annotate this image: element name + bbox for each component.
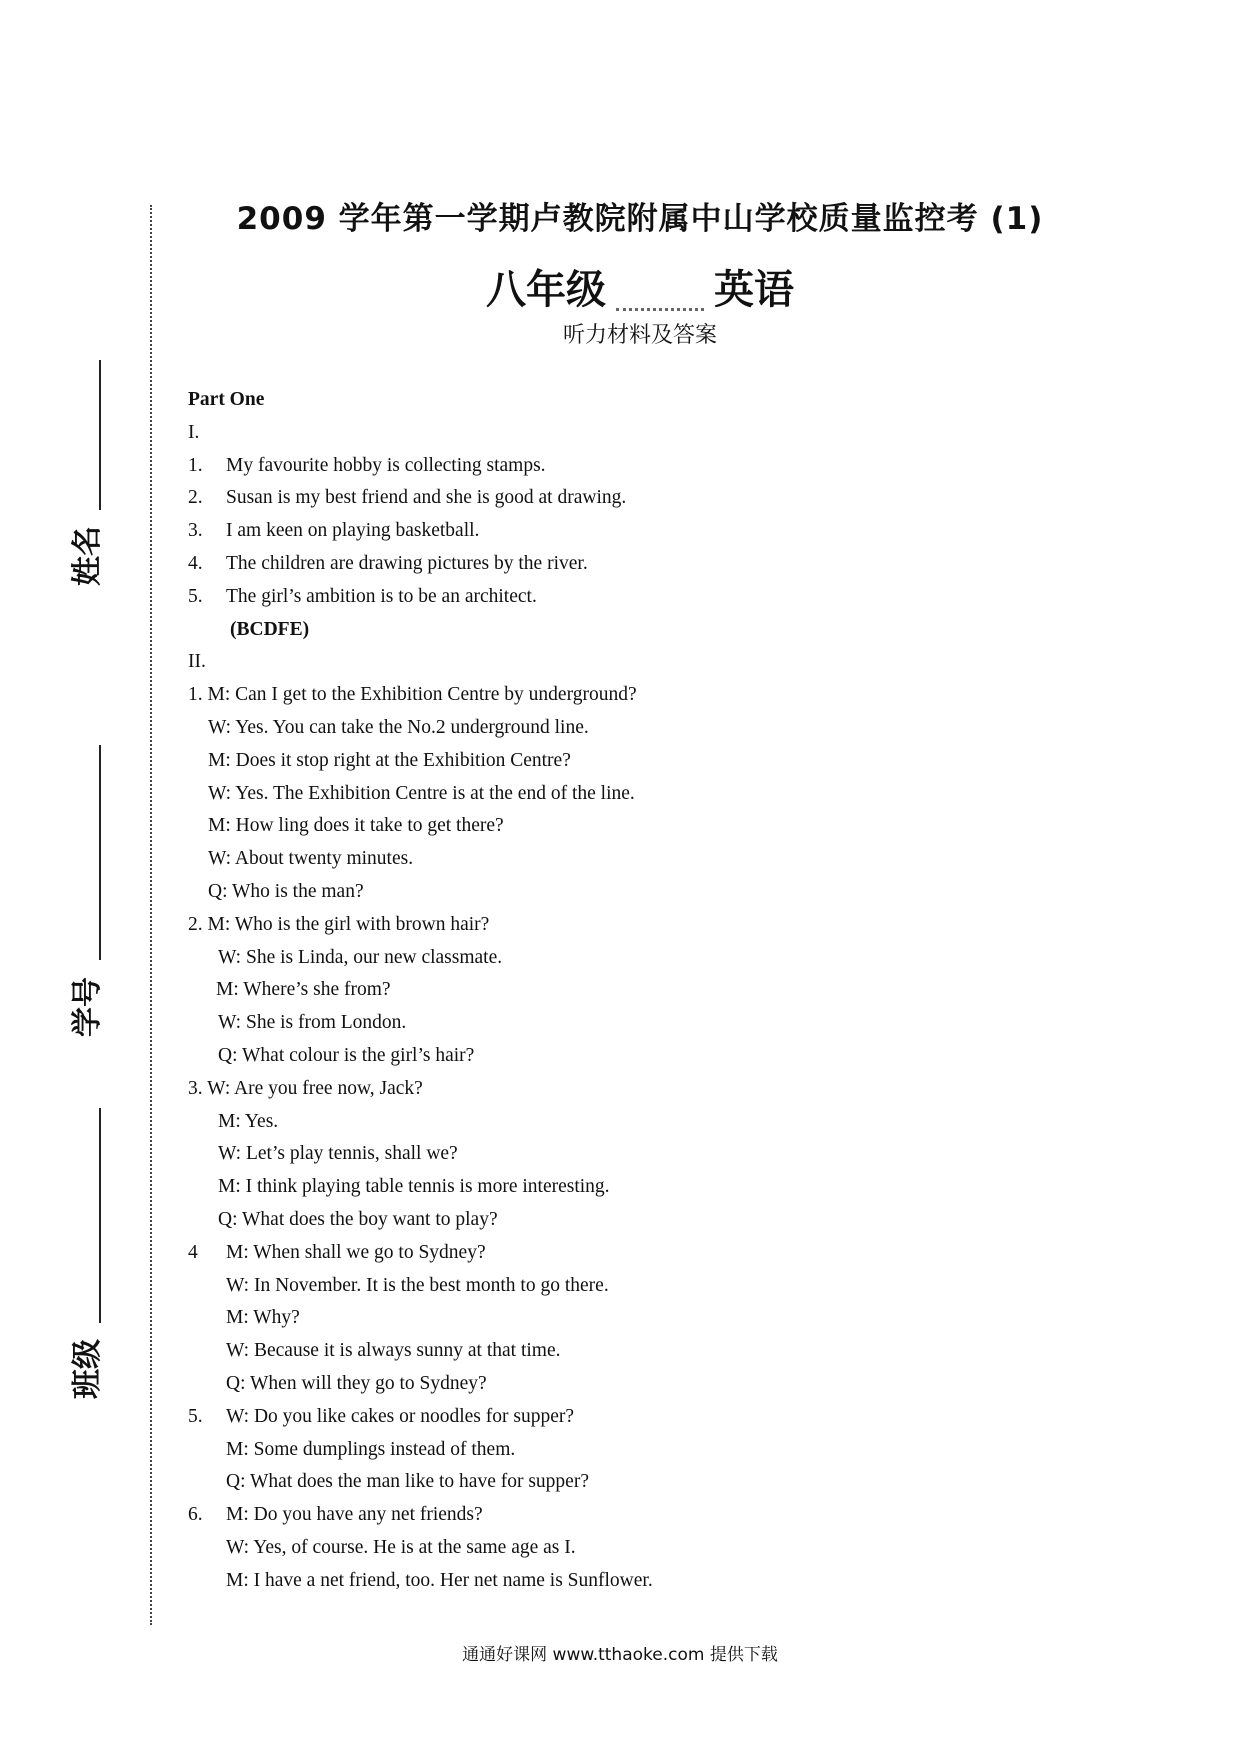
dialogue-line: 2. M: Who is the girl with brown hair? bbox=[188, 913, 490, 935]
dialogue-line: 1. M: Can I get to the Exhibition Centre by underground? bbox=[188, 684, 637, 706]
dialogue-line: 3. W: Are you free now, Jack? bbox=[188, 1077, 423, 1099]
dialogue-line: M: I think playing table tennis is more interesting. bbox=[218, 1176, 610, 1198]
dialogue-line: 6. M: Do you have any net friends? bbox=[188, 1504, 483, 1526]
dialogue-line: 5. W: Do you like cakes or noodles for supper? bbox=[188, 1405, 575, 1427]
exam-title: 2009 学年第一学期卢教院附属中山学校质量监控考 (1) bbox=[236, 201, 1044, 237]
grade-subject-row bbox=[200, 258, 1080, 315]
dialogue-line: Q: What does the boy want to play? bbox=[218, 1208, 498, 1230]
dialogue-line: W: Yes. You can take the No.2 underground line. bbox=[208, 716, 589, 738]
part-heading: Part One bbox=[188, 389, 265, 410]
list-item: 2. Susan is my best friend and she is good at drawing. bbox=[188, 487, 627, 509]
grade-subject-gap bbox=[616, 296, 704, 311]
list-item: 3. I am keen on playing basketball. bbox=[188, 520, 480, 542]
list-item: 1. My favourite hobby is collecting stamps. bbox=[188, 454, 546, 476]
dialogue-line: M: How ling does it take to get there? bbox=[208, 815, 504, 837]
dialogue-line: Q: When will they go to Sydney? bbox=[226, 1372, 487, 1394]
student-no-blank-line bbox=[99, 745, 101, 960]
student-no-label: 学号 bbox=[70, 977, 105, 1037]
dialogue-line: M: Does it stop right at the Exhibition Centre? bbox=[208, 749, 571, 771]
listening-transcript bbox=[188, 384, 1088, 1597]
document-subtitle: 听力材料及答案 bbox=[562, 323, 717, 348]
list-item: 4. The children are drawing pictures by the river. bbox=[188, 552, 588, 574]
dialogue-line: Q: What does the man like to have for supper? bbox=[226, 1471, 589, 1493]
list-item: 5. The girl’s ambition is to be an architect. bbox=[188, 585, 537, 607]
dialogue-line: W: She is Linda, our new classmate. bbox=[218, 946, 503, 968]
dialogue-line: Q: Who is the man? bbox=[208, 880, 364, 902]
dialogue-line: 4 M: When shall we go to Sydney? bbox=[188, 1241, 486, 1263]
dialogue-line: W: She is from London. bbox=[218, 1012, 407, 1034]
dialogue-line: Q: What colour is the girl’s hair? bbox=[218, 1044, 475, 1066]
subject-label: 英语 bbox=[714, 267, 794, 313]
name-label: 姓名 bbox=[70, 526, 105, 586]
answer-key: (BCDFE) bbox=[230, 618, 310, 640]
binding-dotted-line bbox=[150, 205, 152, 1625]
dialogue-line: W: Let’s play tennis, shall we? bbox=[218, 1143, 458, 1165]
dialogue-line: M: Why? bbox=[226, 1307, 300, 1329]
dialogue-line: W: Because it is always sunny at that time. bbox=[226, 1340, 561, 1362]
dialogue-line: W: Yes, of course. He is at the same age as I. bbox=[226, 1536, 576, 1558]
class-label: 班级 bbox=[70, 1339, 105, 1399]
dialogue-line: M: Yes. bbox=[218, 1110, 279, 1132]
dialogue-line: M: Some dumplings instead of them. bbox=[226, 1438, 516, 1460]
name-blank-line bbox=[99, 360, 101, 510]
grade-label: 八年级 bbox=[486, 267, 606, 313]
section-numeral: II. bbox=[188, 651, 206, 673]
section-numeral: I. bbox=[188, 421, 200, 443]
dialogue-line: W: Yes. The Exhibition Centre is at the end of the line. bbox=[208, 782, 635, 804]
dialogue-line: W: About twenty minutes. bbox=[208, 848, 414, 870]
dialogue-line: W: In November. It is the best month to go there. bbox=[226, 1274, 609, 1296]
dialogue-line: M: I have a net friend, too. Her net name is Sunflower. bbox=[226, 1569, 653, 1591]
dialogue-line: M: Where’s she from? bbox=[216, 979, 391, 1001]
page-footer: 通通好课网 www.tthaoke.com 提供下载 bbox=[462, 1645, 778, 1665]
class-blank-line bbox=[99, 1108, 101, 1323]
